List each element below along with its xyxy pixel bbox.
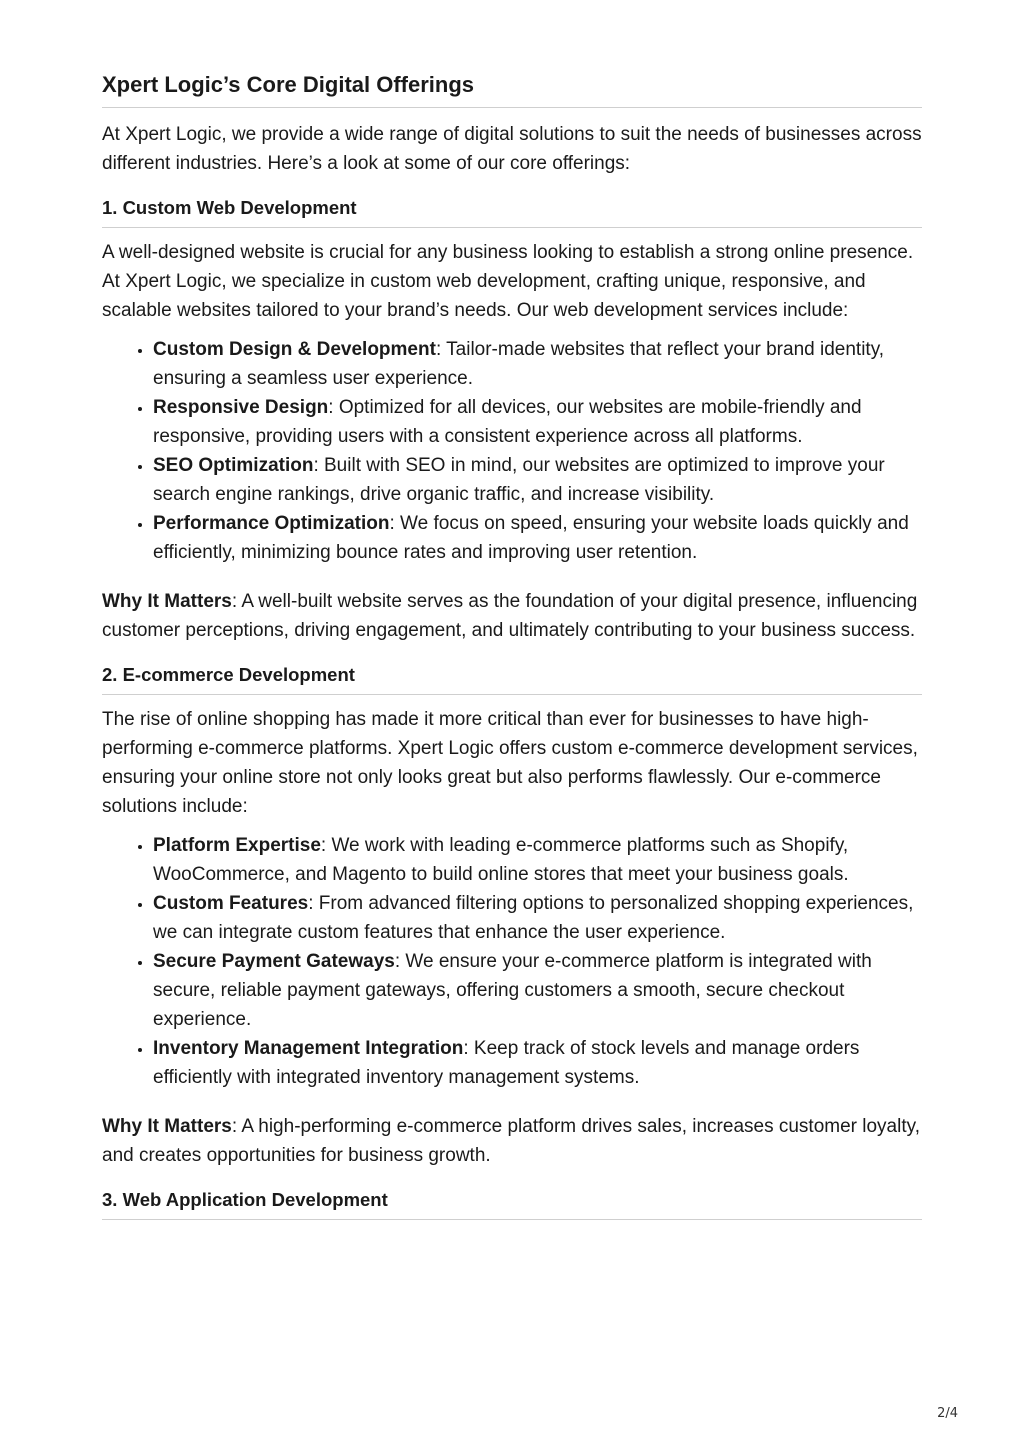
page-title: Xpert Logic’s Core Digital Offerings [102,70,922,108]
why-it-matters-text: : A high-performing e-commerce platform drives sales, increases customer loyalty, and creates opportunities for business growth. [102,1116,920,1166]
list-item [153,451,922,509]
list-item [153,1034,922,1092]
list-item-text: : From advanced filtering options to personalized shopping experiences, we can integrate custom features that enhance the user experience. [153,893,914,943]
section-paragraph: The rise of online shopping has made it more critical than ever for businesses to have high-performing e-commerce platforms. Xpert Logic offers custom e-commerce development services, ensuring your online store not only looks great but also performs flawlessly. Our e-commerce solutions include: [102,709,918,817]
list-item-term: Responsive Design [153,397,329,418]
list-item-text: : Keep track of stock levels and manage orders efficiently with integrated inventory management systems. [153,1038,860,1088]
list-item-term: Platform Expertise [153,835,321,856]
list-item-term: Custom Design & Development [153,339,436,360]
list-item-text: : Built with SEO in mind, our websites are optimized to improve your search engine rankings, drive organic traffic, and increase visibility. [153,455,885,505]
list-item-text: : We work with leading e-commerce platforms such as Shopify, WooCommerce, and Magento to build online stores that meet your business goals. [153,835,849,885]
list-item-text: : Optimized for all devices, our websites are mobile-friendly and responsive, providing users with a consistent experience across all platforms. [153,397,862,447]
offerings-list [102,335,922,567]
list-item-term: Secure Payment Gateways [153,951,395,972]
list-item-text: : We focus on speed, ensuring your website loads quickly and efficiently, minimizing bounce rates and improving user retention. [153,513,909,563]
page-number: 2/4 [937,1406,958,1421]
why-it-matters-paragraph [102,1112,922,1170]
list-item [153,947,922,1034]
list-item-text: : We ensure your e-commerce platform is integrated with secure, reliable payment gateways, offering customers a smooth, secure checkout experience. [153,951,872,1030]
list-item [153,831,922,889]
list-item [153,889,922,947]
document-page [102,70,922,1220]
section-heading-ecommerce-development: 2. E-commerce Development [102,663,922,695]
list-item-term: Performance Optimization [153,513,390,534]
list-item [153,509,922,567]
why-it-matters-label: Why It Matters [102,1116,232,1137]
offerings-list [102,831,922,1092]
list-item [153,393,922,451]
section-heading-custom-web-development: 1. Custom Web Development [102,196,922,228]
list-item-term: Inventory Management Integration [153,1038,464,1059]
section-heading-web-application-development: 3. Web Application Development [102,1188,922,1220]
why-it-matters-text: : A well-built website serves as the foundation of your digital presence, influencing customer perceptions, driving engagement, and ultimately contributing to your business success. [102,591,918,641]
list-item-term: SEO Optimization [153,455,314,476]
list-item [153,335,922,393]
section-paragraph: A well-designed website is crucial for any business looking to establish a strong online presence. At Xpert Logic, we specialize in custom web development, crafting unique, responsive, and scalable websites tailored to your brand’s needs. Our web development services include: [102,242,914,321]
list-item-text: : Tailor-made websites that reflect your brand identity, ensuring a seamless user experience. [153,339,885,389]
why-it-matters-label: Why It Matters [102,591,232,612]
list-item-term: Custom Features [153,893,309,914]
intro-paragraph: At Xpert Logic, we provide a wide range of digital solutions to suit the needs of businesses across different industries. Here’s a look at some of our core offerings: [102,124,922,174]
why-it-matters-paragraph [102,587,922,645]
